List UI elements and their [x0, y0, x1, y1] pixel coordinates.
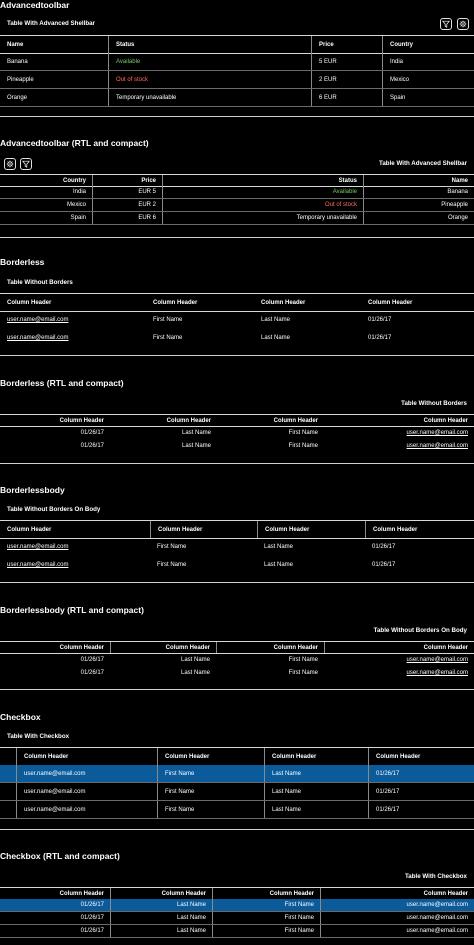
table-row[interactable] [0, 653, 474, 666]
cell-date: 01/26/17 [80, 656, 104, 663]
cell-name: Pineapple [363, 199, 474, 211]
cell-date: 01/26/17 [80, 915, 104, 921]
section-divider [0, 116, 474, 117]
cell-last-name: Last Name [180, 656, 210, 663]
column-header-country[interactable]: Country [382, 36, 474, 53]
cell-last-name: Last Name [180, 669, 210, 676]
cell-email: user.name@email.com [320, 899, 474, 911]
section-title: Borderlessbody [0, 485, 65, 495]
row-checkbox[interactable] [0, 801, 17, 818]
status-badge: Out of stock [162, 199, 363, 211]
table-header-row [0, 520, 474, 539]
cell-last-name: Last Name [181, 429, 211, 436]
section-title: Advancedtoolbar [0, 0, 70, 10]
table-row[interactable] [0, 666, 474, 679]
column-header[interactable]: Column Header [365, 521, 474, 538]
cell-country: India [72, 189, 86, 195]
cell-first-name: First Name [212, 912, 320, 924]
cell-country: India [382, 53, 474, 70]
cell-first-name: First Name [153, 316, 183, 323]
row-checkbox[interactable] [0, 765, 17, 782]
column-header[interactable]: Column Header [7, 526, 52, 533]
table-row[interactable] [0, 199, 474, 212]
table-row[interactable] [0, 89, 474, 107]
email-link[interactable]: user.name@email.com [406, 669, 468, 676]
cell-name: Pineapple [7, 76, 34, 83]
cell-date: 01/26/17 [368, 783, 474, 800]
column-header[interactable]: Column Header [59, 417, 104, 424]
email-link[interactable]: user.name@email.com [406, 429, 468, 436]
cell-last-name: Last Name [264, 765, 368, 782]
cell-date: 01/26/17 [372, 561, 396, 568]
column-header-status[interactable]: Status [162, 175, 363, 186]
table-row[interactable] [0, 925, 474, 938]
table-title: Table Without Borders On Body [373, 627, 467, 634]
table-row[interactable] [0, 801, 474, 819]
column-header[interactable]: Column Header [150, 521, 257, 538]
cell-email: user.name@email.com [320, 925, 474, 937]
column-header[interactable]: Column Header [59, 890, 104, 897]
select-all-checkbox[interactable] [0, 748, 17, 765]
column-header-status[interactable]: Status [108, 36, 311, 53]
table-title: Table With Advanced Shellbar [379, 160, 467, 167]
status-badge: Temporary unavailable [108, 89, 311, 106]
email-link[interactable]: user.name@email.com [7, 334, 69, 341]
column-header-country[interactable]: Country [63, 177, 86, 184]
cell-first-name: First Name [288, 442, 318, 449]
status-badge: Temporary unavailable [162, 212, 363, 224]
column-header[interactable]: Column Header [423, 417, 468, 424]
table-title: Table With Checkbox [404, 873, 467, 880]
email-link[interactable]: user.name@email.com [7, 561, 69, 568]
column-header[interactable]: Column Header [7, 299, 52, 306]
settings-icon [459, 20, 467, 28]
column-header[interactable]: Column Header [110, 642, 216, 653]
column-header-name[interactable]: Name [363, 175, 474, 186]
filter-button[interactable] [20, 158, 32, 170]
settings-button[interactable] [457, 18, 469, 30]
cell-name: Orange [7, 94, 28, 101]
column-header[interactable]: Column Header [216, 642, 324, 653]
section-title: Checkbox (RTL and compact) [0, 851, 120, 861]
table-row-selected[interactable] [0, 765, 474, 783]
column-header[interactable]: Column Header [166, 417, 211, 424]
settings-button[interactable] [4, 158, 16, 170]
table-row[interactable] [0, 311, 474, 328]
table-title: Table Without Borders [7, 279, 73, 286]
column-header-price[interactable]: Price [92, 175, 162, 186]
cell-first-name: First Name [212, 899, 320, 911]
cell-name: Banana [7, 58, 28, 65]
cell-last-name: Last Name [264, 801, 368, 818]
cell-first-name: First Name [288, 429, 318, 436]
cell-last-name: Last Name [264, 783, 368, 800]
table-row[interactable] [0, 53, 474, 71]
section-divider [0, 237, 474, 238]
cell-date: 01/26/17 [80, 902, 104, 908]
status-badge: Available [108, 53, 311, 70]
column-header[interactable]: Column Header [212, 888, 320, 899]
cell-first-name: First Name [288, 656, 318, 663]
cell-email: user.name@email.com [24, 770, 86, 777]
filter-button[interactable] [440, 18, 452, 30]
cell-first-name: First Name [157, 561, 187, 568]
cell-country: Mexico [382, 71, 474, 88]
table-row[interactable] [0, 71, 474, 89]
table-row[interactable] [0, 329, 474, 346]
column-header[interactable]: Column Header [24, 753, 69, 760]
cell-first-name: First Name [288, 669, 318, 676]
cell-first-name: First Name [157, 543, 187, 550]
table-row[interactable] [0, 556, 474, 573]
cell-price: EUR 2 [92, 199, 162, 211]
cell-date: 01/26/17 [368, 765, 474, 782]
table-row[interactable] [0, 912, 474, 925]
cell-email: user.name@email.com [320, 912, 474, 924]
cell-email: user.name@email.com [24, 806, 86, 813]
cell-last-name: Last Name [264, 543, 294, 550]
cell-date: 01/26/17 [372, 543, 396, 550]
table-row[interactable] [0, 538, 474, 555]
cell-date: 01/26/17 [80, 442, 104, 449]
section-title: Borderless [0, 257, 45, 267]
cell-last-name: Last Name [110, 899, 212, 911]
section-title: Borderlessbody (RTL and compact) [0, 605, 144, 615]
cell-last-name: Last Name [261, 316, 291, 323]
cell-price: EUR 6 [92, 212, 162, 224]
column-header[interactable]: Column Header [257, 521, 365, 538]
status-badge: Out of stock [108, 71, 311, 88]
column-header-name[interactable]: Name [7, 41, 24, 48]
cell-date: 01/26/17 [80, 928, 104, 934]
cell-price: 5 EUR [311, 53, 382, 70]
cell-last-name: Last Name [110, 912, 212, 924]
email-link[interactable]: user.name@email.com [7, 316, 69, 323]
cell-first-name: First Name [157, 801, 264, 818]
cell-country: Spain [70, 215, 86, 221]
table-title: Table Without Borders On Body [7, 506, 101, 513]
settings-icon [6, 160, 14, 168]
table-title: Table With Checkbox [7, 733, 70, 740]
section-title: Borderless (RTL and compact) [0, 378, 124, 388]
section-divider [0, 463, 474, 464]
cell-country: Mexico [66, 202, 86, 208]
section-divider [0, 689, 474, 690]
email-link[interactable]: user.name@email.com [406, 656, 468, 663]
cell-date: 01/26/17 [80, 429, 104, 436]
table-title: Table With Advanced Shellbar [7, 20, 95, 27]
filter-icon [22, 160, 30, 168]
table-row[interactable] [0, 783, 474, 801]
email-link[interactable]: user.name@email.com [7, 543, 69, 550]
cell-name: Orange [363, 212, 474, 224]
section-title: Advancedtoolbar (RTL and compact) [0, 138, 149, 148]
cell-date: 01/26/17 [368, 334, 392, 341]
table-row[interactable] [0, 439, 474, 452]
filter-icon [442, 20, 450, 28]
column-header[interactable]: Column Header [273, 417, 318, 424]
table-title: Table Without Borders [401, 400, 467, 407]
cell-last-name: Last Name [264, 561, 294, 568]
column-header[interactable]: Column Header [368, 748, 474, 765]
section-title: Checkbox [0, 712, 41, 722]
cell-last-name: Last Name [181, 442, 211, 449]
cell-first-name: First Name [157, 783, 264, 800]
cell-name: Banana [363, 186, 474, 198]
cell-last-name: Last Name [110, 925, 212, 937]
email-link[interactable]: user.name@email.com [406, 442, 468, 449]
table-row[interactable] [0, 186, 474, 199]
cell-first-name: First Name [157, 765, 264, 782]
cell-price: 6 EUR [311, 89, 382, 106]
cell-first-name: First Name [153, 334, 183, 341]
column-header[interactable]: Column Header [157, 748, 264, 765]
table-row[interactable] [0, 426, 474, 439]
cell-date: 01/26/17 [368, 801, 474, 818]
cell-country: Spain [382, 89, 474, 106]
column-header[interactable]: Column Header [110, 888, 212, 899]
cell-price: EUR 5 [92, 186, 162, 198]
section-divider [0, 829, 474, 830]
cell-date: 01/26/17 [80, 669, 104, 676]
cell-price: 2 EUR [311, 71, 382, 88]
cell-email: user.name@email.com [24, 788, 86, 795]
cell-last-name: Last Name [261, 334, 291, 341]
column-header[interactable]: Column Header [59, 644, 104, 651]
section-divider [0, 355, 474, 356]
cell-first-name: First Name [212, 925, 320, 937]
table-row-selected[interactable] [0, 899, 474, 912]
column-header-price[interactable]: Price [311, 36, 382, 53]
table-header-row [0, 35, 474, 54]
section-divider [0, 582, 474, 583]
column-header[interactable]: Column Header [324, 642, 474, 653]
table-row[interactable] [0, 212, 474, 225]
column-header[interactable]: Column Header [153, 299, 198, 306]
cell-date: 01/26/17 [368, 316, 392, 323]
column-header[interactable]: Column Header [261, 299, 306, 306]
table-header-row [0, 747, 474, 766]
column-header[interactable]: Column Header [368, 299, 413, 306]
status-badge: Available [162, 186, 363, 198]
column-header[interactable]: Column Header [264, 748, 368, 765]
column-header[interactable]: Column Header [320, 888, 474, 899]
row-checkbox[interactable] [0, 783, 17, 800]
table-header-row [0, 293, 474, 312]
